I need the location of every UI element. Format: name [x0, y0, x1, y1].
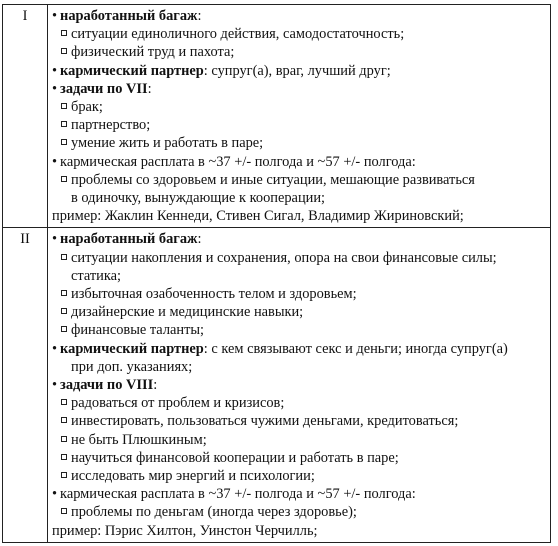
list-item-continuation: в одиночку, вынуждающие к кооперации;: [71, 190, 326, 207]
square-bullet-icon: [61, 417, 67, 423]
partner-line: [52, 62, 546, 80]
item-text: научиться финансовой кооперации и работать в паре;: [71, 449, 399, 466]
list-item: [52, 98, 546, 116]
square-bullet-icon: [61, 139, 67, 145]
item-text: проблемы со здоровьем и иные ситуации, мешающие развиваться: [71, 171, 475, 188]
square-bullet-icon: [61, 103, 67, 109]
list-item: [52, 285, 546, 303]
partner-text: : супруг(а), враг, лучший друг;: [203, 62, 391, 79]
square-bullet-icon: [61, 508, 67, 514]
item-text: дизайнерские и медицинские навыки;: [71, 304, 304, 321]
tasks-line: • задачи по VIII:: [52, 376, 546, 394]
table-row: [3, 5, 551, 228]
row-content: [48, 5, 551, 228]
square-bullet-icon: [61, 399, 67, 405]
list-item: [52, 43, 546, 61]
baggage-label: наработанный багаж: [60, 231, 198, 248]
square-bullet-icon: [61, 472, 67, 478]
item-text: брак;: [71, 99, 103, 116]
item-text: инвестировать, пользоваться чужими деньгами, кредитоваться;: [71, 413, 459, 430]
list-item: [52, 25, 546, 43]
square-bullet-icon: [61, 308, 67, 314]
row-number: I: [3, 5, 48, 228]
list-item: [52, 449, 546, 467]
payback-line: • кармическая расплата в ~37 +/- полгода и ~57 +/- полгода:: [52, 153, 546, 171]
square-bullet-icon: [61, 176, 67, 182]
baggage-line: • наработанный багаж:: [52, 230, 546, 248]
list-item: [52, 249, 546, 267]
item-text: не быть Плюшкиным;: [71, 431, 207, 448]
baggage-line: • наработанный багаж:: [52, 7, 546, 25]
table-row: [3, 228, 551, 542]
item-text: избыточная озабоченность телом и здоровьем;: [71, 286, 357, 303]
item-text: финансовые таланты;: [71, 322, 205, 339]
square-bullet-icon: [61, 436, 67, 442]
item-text: умение жить и работать в паре;: [71, 135, 264, 152]
list-item: [52, 116, 546, 134]
square-bullet-icon: [61, 454, 67, 460]
list-item: [52, 412, 546, 430]
list-item: [52, 171, 546, 189]
partner-line: [52, 340, 546, 358]
item-text: радоваться от проблем и кризисов;: [71, 395, 285, 412]
square-bullet-icon: [61, 48, 67, 54]
list-item: [52, 303, 546, 321]
list-item: [52, 467, 546, 485]
square-bullet-icon: [61, 326, 67, 332]
item-text: ситуации единоличного действия, самодостаточность;: [71, 26, 405, 43]
partner-label: кармический партнер: [60, 62, 204, 79]
partner-label: кармический партнер: [60, 340, 204, 357]
square-bullet-icon: [61, 121, 67, 127]
item-text: партнерство;: [71, 117, 151, 134]
partner-continuation: при доп. указаниях;: [71, 358, 193, 375]
list-item: [52, 321, 546, 339]
square-bullet-icon: [61, 254, 67, 260]
example-line: пример: Пэрис Хилтон, Уинстон Черчилль;: [52, 522, 318, 539]
row-content: [48, 228, 551, 542]
list-item: [52, 503, 546, 521]
row-number: II: [3, 228, 48, 542]
karmic-table: [2, 4, 551, 543]
square-bullet-icon: [61, 30, 67, 36]
item-text: ситуации накопления и сохранения, опора на свои финансовые силы;: [71, 249, 497, 266]
item-text: исследовать мир энергий и психологии;: [71, 468, 315, 485]
list-item: [52, 134, 546, 152]
payback-line: • кармическая расплата в ~37 +/- полгода и ~57 +/- полгода:: [52, 485, 546, 503]
item-text: проблемы по деньгам (иногда через здоровье);: [71, 504, 357, 521]
partner-text: : с кем связывают секс и деньги; иногда супруг(а): [203, 340, 508, 357]
baggage-label: наработанный багаж: [60, 8, 198, 24]
list-item: [52, 394, 546, 412]
example-line: пример: Жаклин Кеннеди, Стивен Сигал, Владимир Жириновский;: [52, 208, 464, 225]
list-item: [52, 431, 546, 449]
tasks-label: задачи по VII: [60, 80, 148, 97]
list-item-continuation: статика;: [71, 267, 122, 284]
square-bullet-icon: [61, 290, 67, 296]
tasks-line: • задачи по VII:: [52, 80, 546, 98]
tasks-label: задачи по VIII: [60, 377, 154, 394]
item-text: физический труд и пахота;: [71, 44, 235, 61]
